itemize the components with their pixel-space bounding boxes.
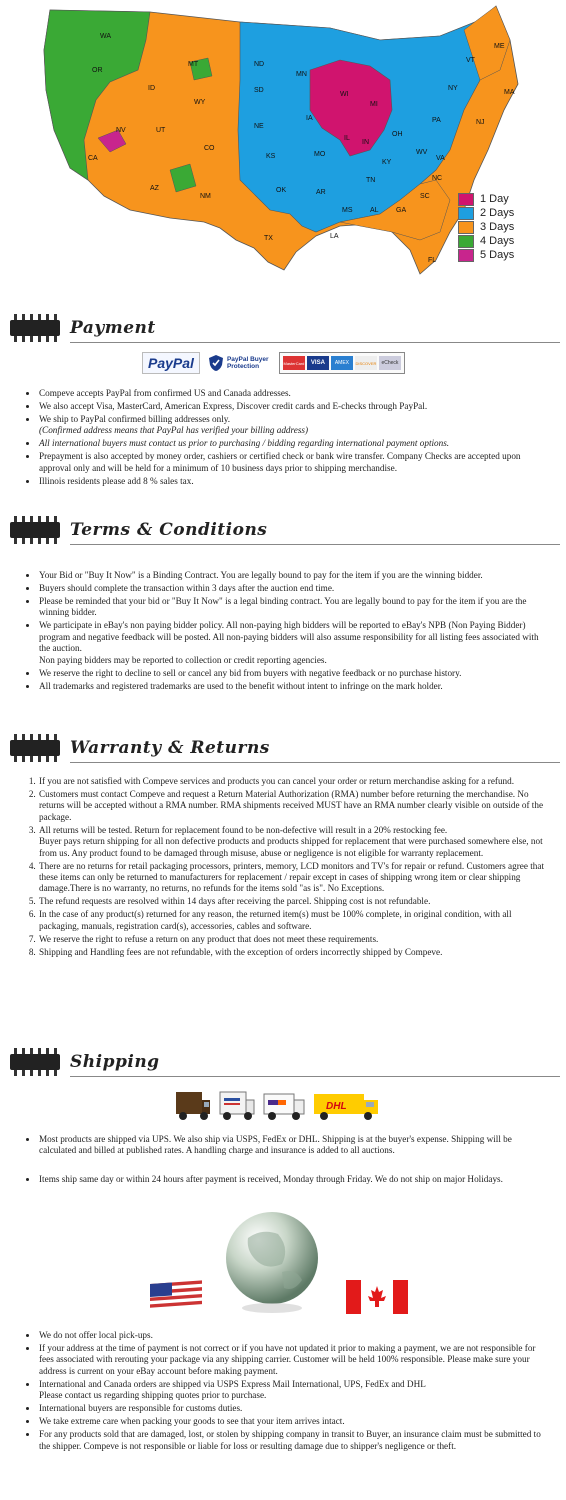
usps-truck-icon bbox=[218, 1088, 256, 1122]
list-item: 8. Shipping and Handling fees are not refundable, with the exception of orders incorrectly shipped by Compeve. bbox=[38, 947, 550, 958]
chip-icon bbox=[8, 734, 62, 764]
svg-text:IL: IL bbox=[344, 135, 350, 142]
list-item: • International buyers are responsible for customs duties. bbox=[38, 1403, 550, 1414]
amex-icon: AMEX bbox=[331, 356, 353, 370]
list-item: • We reserve the right to decline to sell or cancel any bid from buyers with negative feedback or no purchase history. bbox=[38, 668, 550, 679]
svg-text:MA: MA bbox=[504, 89, 515, 96]
list-item: • Your Bid or "Buy It Now" is a Binding Contract. You are legally bound to pay for the item if you are the winning bidder. bbox=[38, 570, 550, 581]
svg-text:CA: CA bbox=[88, 155, 98, 162]
svg-text:WV: WV bbox=[416, 149, 428, 156]
visa-icon: VISA bbox=[307, 356, 329, 370]
svg-text:MS: MS bbox=[342, 207, 353, 214]
list-item: 6. In the case of any product(s) returned for any reason, the returned item(s) must be 100% complete, in original condition, with all packaging, manuals, registration card(s), accessories, cables and software. bbox=[38, 909, 550, 932]
mastercard-icon: MasterCard bbox=[283, 356, 305, 370]
svg-text:MN: MN bbox=[296, 71, 307, 78]
svg-text:KS: KS bbox=[266, 153, 276, 160]
globe-icon bbox=[218, 1208, 326, 1316]
chip-icon bbox=[8, 314, 62, 344]
list-item: • We do not offer local pick-ups. bbox=[38, 1330, 550, 1341]
svg-text:KY: KY bbox=[382, 159, 392, 166]
svg-text:UT: UT bbox=[156, 127, 166, 134]
list-item: 3. All returns will be tested. Return for replacement found to be non-defective will result in a 20% restocking fee. Buyer pays return shipping for all non defective products and products shipped for replacement that were purchased somewhere else, not from us. Any product found to be damaged through misuse, abuse or negligence is not eligible for warranty replacement. bbox=[38, 825, 550, 859]
divider bbox=[70, 762, 560, 763]
svg-text:SC: SC bbox=[420, 193, 430, 200]
svg-text:WY: WY bbox=[194, 99, 206, 106]
svg-text:MI: MI bbox=[370, 101, 378, 108]
shipping-title: Shipping bbox=[70, 1052, 160, 1072]
svg-text:NC: NC bbox=[432, 175, 443, 182]
shipping-header bbox=[8, 1048, 560, 1080]
list-item: 5. The refund requests are resolved within 14 days after receiving the parcel. Shipping cost is not refundable. bbox=[38, 896, 550, 907]
legend-5-days: 5 Days bbox=[458, 248, 514, 262]
svg-text:GA: GA bbox=[396, 207, 407, 214]
paypal-logo: PayPal bbox=[142, 352, 200, 374]
shield-icon bbox=[208, 354, 224, 372]
list-item: • We participate in eBay's non paying bidder policy. All non-paying high bidders will be reported to eBay's NPB (Non Paying Bidder) program and negative feedback will be posted. All non-paying bidders will also assume responsibility for all listing fees associated with the auction. Non paying bidders may be reported to collection or credit reporting agencies. bbox=[38, 620, 550, 666]
list-item: • We also accept Visa, MasterCard, American Express, Discover credit cards and E-checks through PayPal. bbox=[38, 401, 550, 412]
carrier-trucks bbox=[174, 1088, 382, 1122]
svg-text:WA: WA bbox=[100, 33, 112, 40]
svg-text:VT: VT bbox=[466, 57, 475, 64]
legend-4-days: 4 Days bbox=[458, 234, 514, 248]
payment-logos bbox=[142, 352, 405, 374]
list-item: • Buyers should complete the transaction within 3 days after the auction end time. bbox=[38, 583, 550, 594]
terms-title: Terms & Conditions bbox=[70, 520, 268, 540]
list-item: • International and Canada orders are shipped via USPS Express Mail International, UPS, FedEx and DHL Please contact us regarding shipping quotes prior to purchase. bbox=[38, 1379, 550, 1402]
svg-text:DHL: DHL bbox=[326, 1101, 347, 1112]
shipping-list-c bbox=[20, 1330, 550, 1454]
chip-icon bbox=[8, 516, 62, 546]
svg-text:ID: ID bbox=[148, 85, 155, 92]
list-item: • Compeve accepts PayPal from confirmed US and Canada addresses. bbox=[38, 388, 550, 399]
warranty-list bbox=[20, 776, 550, 960]
list-item: 1. If you are not satisfied with Compeve services and products you can cancel your order or return merchandise asking for a refund. bbox=[38, 776, 550, 787]
list-item: • Items ship same day or within 24 hours after payment is received, Monday through Friday. We do not ship on major Holidays. bbox=[38, 1174, 550, 1185]
buyer-protection-logo: PayPal Buyer Protection bbox=[208, 354, 271, 372]
terms-header bbox=[8, 516, 560, 548]
fedex-truck-icon bbox=[262, 1088, 306, 1122]
warranty-header bbox=[8, 734, 560, 766]
payment-header bbox=[8, 314, 560, 346]
svg-text:TX: TX bbox=[264, 235, 273, 242]
svg-text:SD: SD bbox=[254, 87, 264, 94]
credit-cards-logo bbox=[279, 352, 405, 374]
list-item: • We ship to PayPal confirmed billing addresses only. (Confirmed address means that PayPal has verified your billing address) bbox=[38, 414, 550, 437]
legend-3-days: 3 Days bbox=[458, 220, 514, 234]
payment-title: Payment bbox=[70, 318, 156, 338]
svg-text:AR: AR bbox=[316, 189, 326, 196]
list-item: • We take extreme care when packing your goods to see that your item arrives intact. bbox=[38, 1416, 550, 1427]
divider bbox=[70, 1076, 560, 1077]
us-flag-icon bbox=[150, 1278, 204, 1312]
svg-text:NV: NV bbox=[116, 127, 126, 134]
shipping-list-b bbox=[20, 1174, 550, 1187]
svg-text:VA: VA bbox=[436, 155, 445, 162]
svg-text:TN: TN bbox=[366, 177, 376, 184]
list-item: • Please be reminded that your bid or "Buy It Now" is a legal binding contract. You are legally bound to pay for the item if you are the winning bidder. bbox=[38, 596, 550, 619]
divider bbox=[70, 544, 560, 545]
list-item: • Most products are shipped via UPS. We also ship via USPS, FedEx or DHL. Shipping is at the buyer's expense. Shipping will be calculated and billed at published rates. A handling charge and insurance is added to all auctions. bbox=[38, 1134, 550, 1157]
list-item: • All trademarks and registered trademarks are used to the benefit without intent to infringe on the mark holder. bbox=[38, 681, 550, 692]
list-item: 2. Customers must contact Compeve and request a Return Material Authorization (RMA) number before returning the merchandise. No returns will be accepted without a RMA number. RMA shipments received MUST have an RMA number clearly visible on outside of the package. bbox=[38, 789, 550, 823]
ups-truck-icon bbox=[174, 1088, 212, 1122]
svg-text:ND: ND bbox=[254, 61, 265, 68]
legend-2-days: 2 Days bbox=[458, 206, 514, 220]
payment-list bbox=[20, 388, 550, 489]
svg-text:NE: NE bbox=[254, 123, 264, 130]
list-item: • Illinois residents please add 8 % sales tax. bbox=[38, 476, 550, 487]
echeck-icon: eCheck bbox=[379, 356, 401, 370]
svg-text:PA: PA bbox=[432, 117, 441, 124]
legend-1-day: 1 Day bbox=[458, 192, 514, 206]
shipping-list-a bbox=[20, 1134, 550, 1158]
list-item: 4. There are no returns for retail packaging processors, printers, memory, LCD monitors and TV's for repair or refund. Customers agree that these items can only be returned to manufacturers for replacement / repair except in cases of shipping wrong item or clear shipping damage.There is no warranty, no returns, no refunds for the items sold "as is". No Exceptions. bbox=[38, 861, 550, 895]
svg-text:WI: WI bbox=[340, 91, 349, 98]
list-item: 7. We reserve the right to refuse a return on any product that does not meet these requirements. bbox=[38, 934, 550, 945]
list-item: • If your address at the time of payment is not correct or if you have not updated it prior to making a payment, we are not responsible for fees associated with rerouting your package via any shipping carrier. Customer will be held 100% responsible. Please make sure your address is current on your eBay account before making payment. bbox=[38, 1343, 550, 1377]
list-item: • Prepayment is also accepted by money order, cashiers or certified check or bank wire transfer. Company Checks are accepted upon approval only and will be held for a minimum of 10 business days prior to shipping merchandise. bbox=[38, 451, 550, 474]
divider bbox=[70, 342, 560, 343]
chip-icon bbox=[8, 1048, 62, 1078]
svg-text:OK: OK bbox=[276, 187, 287, 194]
svg-text:ME: ME bbox=[494, 43, 505, 50]
svg-text:MO: MO bbox=[314, 151, 326, 158]
warranty-title: Warranty & Returns bbox=[70, 738, 270, 758]
canada-flag-icon bbox=[346, 1280, 408, 1314]
svg-text:AL: AL bbox=[370, 207, 379, 214]
list-item: • For any products sold that are damaged, lost, or stolen by shipping company in transit to Buyer, an insurance claim must be submitted to the shipper. Compeve is not responsible or liable for loss or resulting damage due to shipper's negligence or theft. bbox=[38, 1429, 550, 1452]
dhl-truck-icon bbox=[312, 1088, 382, 1122]
svg-text:FL: FL bbox=[428, 257, 437, 264]
svg-text:OR: OR bbox=[92, 67, 103, 74]
svg-text:OH: OH bbox=[392, 131, 403, 138]
svg-text:IA: IA bbox=[306, 115, 313, 122]
svg-text:CO: CO bbox=[204, 145, 215, 152]
svg-text:MT: MT bbox=[188, 61, 199, 68]
list-item: • All international buyers must contact us prior to purchasing / bidding regarding international payment options. bbox=[38, 438, 550, 449]
map-legend bbox=[458, 192, 514, 262]
svg-text:AZ: AZ bbox=[150, 185, 159, 192]
terms-list bbox=[20, 570, 550, 694]
discover-icon: DISCOVER bbox=[355, 356, 377, 370]
svg-text:NY: NY bbox=[448, 85, 458, 92]
svg-text:LA: LA bbox=[330, 233, 339, 240]
svg-text:NM: NM bbox=[200, 193, 211, 200]
svg-text:NJ: NJ bbox=[476, 119, 485, 126]
svg-text:IN: IN bbox=[362, 139, 369, 146]
